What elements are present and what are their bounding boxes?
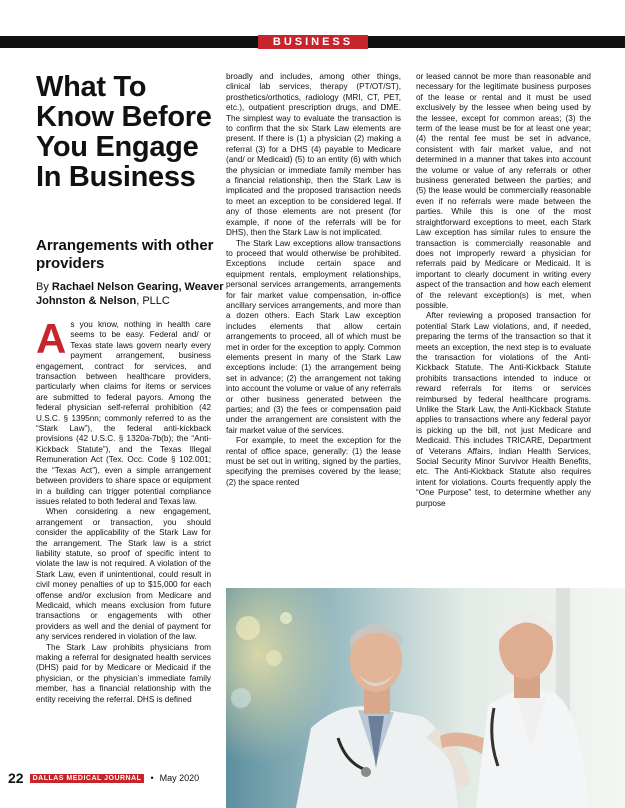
page-footer [8,770,199,786]
paragraph: When considering a new engagement, arrangement or transaction, you should consider the applicability of the Stark Law for the arrangement. The Stark law is a strict liability statute, so proof of specific intent to violate the law is not required. A violation of the Stark Law, even if unintentional, could result in civil money penalties of up to $15,000 for each offense and/or exclusion from Medicare and Medicaid, which means exclusion from future transactions or engagements with other providers as well and the denial of payment for any services rendered in violation of the law. [36,507,211,642]
paragraph: The Stark Law prohibits physicians from making a referral for designated health services (DHS) paid for by Medicare or Medicaid if the physician, or the physician’s immediate family member, has a financial relationship with the entity receiving the referral. DHS is defined [36,642,211,704]
footer-separator: • [150,773,154,783]
section-label: BUSINESS [258,35,368,49]
doctors-photo [226,588,625,808]
byline-prefix: By [36,281,52,293]
paragraph [36,315,211,507]
drop-cap: A [36,315,67,362]
article-subtitle: Arrangements with other providers [36,237,214,272]
byline [36,280,236,308]
paragraph: or leased cannot be more than reasonable and necessary for the legitimate business purposes of the lease or rental and it must be used exclusively by the lessee when being used by the lessee, except for common areas; (3) the term of the lease must be for at least one year; (4) the rental fee must be set in advance, consistent with fair market value, and not determined in a manner that takes into account the volume or value of any referrals or other business generated between the parties; and (5) the lease would be commercially reasonable even if no referrals were made between the parties. While this is one of the most straightforward exceptions to meet, each Stark Law exception has similar rules to ensure the transaction is commercially reasonable and does not improperly reward a physician for referrals paid by Medicare or Medicaid. It is important to clearly document in writing every aspect of the transaction and how each element of the relevant exception(s) is met, when possible. [416,72,591,310]
text-column-1 [36,315,211,705]
text-column-3 [416,72,591,509]
article-title: What To Know Before You Engage In Business [36,71,212,193]
byline-suffix: , PLLC [136,295,170,307]
paragraph: broadly and includes, among other things, clinical lab services, therapy (PT/OT/ST), prosthetics/orthotics, radiology (MRI, CT, PET, etc.), outpatient prescription drugs, and DME. The simplest way to evaluate the transaction is to confirm that the six Stark Law elements are present. If there is (1) a physician (2) making a referral (3) for a DHS (4) payable to Medicare (and/ or Medicaid) (5) to an entity (6) with which the physician or immediate family member has a financial relationship, then the Stark Law is implicated and the proposed transaction needs to meet an exception to be considered legal. If any of those elements are not present (for example, if none of the referrals will be for DHS), then the Stark Law is not implicated. [226,72,401,238]
paragraph: For example, to meet the exception for the rental of office space, generally: (1) the lease must be set out in writing, signed by the parties, specifying the premises covered by the lease; (2) the space rented [226,436,401,487]
paragraph-text: s you know, nothing in health care seems to be easy. Federal and/ or Texas state laws govern nearly every payment arrangement, business engagement, contract for services, and transaction between healthcare providers, particularly when claims for items or services are submitted to federal payors. Among the federal physician self-referral prohibition (42 U.S.C. § 1395nn; commonly referred to as the “Stark Law”), the federal anti-kickback provisions (42 U.S.C. § 1320a-7b(b); the “Anti-Kickback Statute”), and the Texas Illegal Remuneration Act (Tex. Occ. Code § 102.001; the “Texas Act”), even a simple arrangement between providers to share space or equipment in a building can trigger potential compliance issues related to both federal and Texas law. [36,320,211,506]
paragraph: After reviewing a proposed transaction for potential Stark Law violations, and, if needed, preparing the terms of the transaction so that it meets an exception, the next step is to evaluate the transaction for violations of the Anti-Kickback Statute. The Anti-Kickback Statute prohibits transactions intended to induce or reward referrals for items or services reimbursed by federal healthcare programs. Unlike the Stark Law, the Anti-Kickback Statute applies to transactions where any federal payor is picking up the bill, not just Medicare and Medicaid. This includes TRICARE, Department of Veterans Affairs, Indian Health Services, Social Security Minor Survivor Health Benefits, etc. The Anti-Kickback Statute also requires intent for violations. Courts frequently apply the “One Purpose” test, to determine whether any purpose [416,311,591,508]
publication-name: DALLAS MEDICAL JOURNAL [30,774,145,783]
paragraph: The Stark Law exceptions allow transactions to proceed that would otherwise be prohibited. Exceptions include certain space and equipment rentals, employment relationships, personal services arrangements, arrangements for fair market value compensation, in-office ancillary services arrangements, and more than a dozen others. Each Stark Law exception includes elements that allow certain arrangements to proceed, all of which must be met in order for the exception to apply. Common elements present in many of the Stark Law exceptions include: (1) the arrangement being set in advance; (2) the arrangement not taking into account the volume or value of any referrals or other business generated between the parties; and (3) the fees or compensation paid under the arrangement are consistent with the fair market value of the services. [226,238,401,435]
header-bar-left [0,36,258,48]
issue-date: May 2020 [159,773,200,783]
section-header-bar [0,36,625,48]
header-bar-right [368,36,625,48]
page-number: 22 [8,770,24,786]
byline-authors: Rachael Nelson Gearing, Weaver Johnston & Nelson [36,281,224,307]
doctors-photo-illustration [226,588,625,808]
text-column-2 [226,72,401,488]
